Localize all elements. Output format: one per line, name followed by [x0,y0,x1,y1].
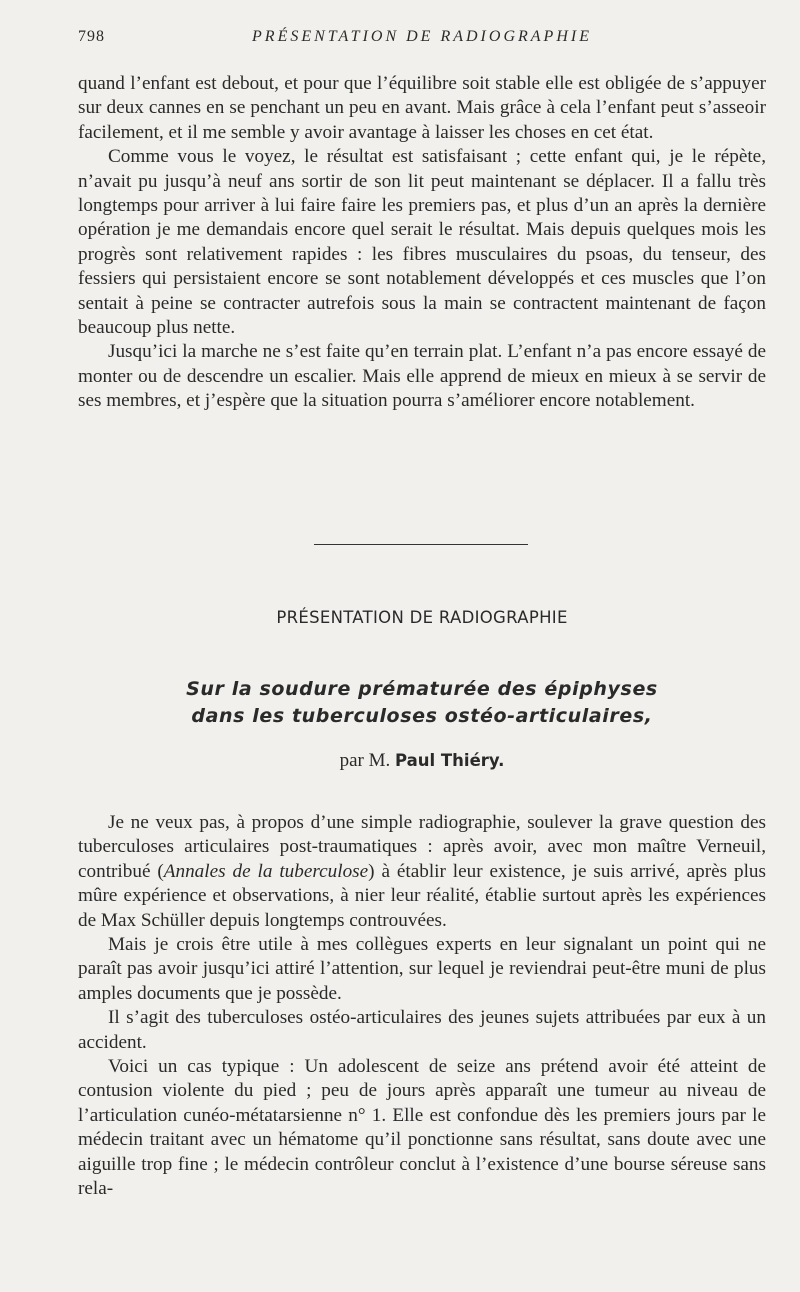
running-title: PRÉSENTATION DE RADIOGRAPHIE [252,28,592,45]
running-header [78,28,766,52]
section-divider [314,544,528,545]
previous-article-text [78,72,766,414]
paragraph: quand l’enfant est debout, et pour que l’équilibre soit stable elle est obligée de s’appuyer sur deux cannes en se penchant un peu en avant. Mais grâce à cela l’enfant peut s’asseoir facilement, et il me semble y avoir avantage à laisser les choses en cet état. [78,73,766,143]
paragraph: Jusqu’ici la marche ne s’est faite qu’en terrain plat. L’enfant n’a pas encore essayé de monter ou de descendre un escalier. Mais elle apprend de mieux en mieux à se servir de ses membres, et j’espère que la situation pourra s’améliorer encore notablement. [78,341,766,412]
journal-citation: Annales de la tuberculose [163,860,369,882]
author-name: Paul Thiéry. [394,751,505,770]
section-heading: PRÉSENTATION DE RADIOGRAPHIE [276,608,568,627]
article-title [78,676,766,730]
article-title-line: Sur la soudure prématurée des épiphyses [186,678,658,700]
text-run: ) à établir leur existence, je suis arrivé, après plus mûre expérience et observations, à nier leur réalité, établie surtout après les expériences de Max Schüller depuis longtemps controuvées. [78,860,766,931]
page-number: 798 [78,28,105,45]
paragraph [78,811,766,933]
text-run: Je ne veux pas, à propos d’une simple radiographie, soulever la grave question des tuberculoses articulaires post-traumatiques : après avoir, avec mon maître Verneuil, contribué ( [78,812,766,882]
byline [78,750,766,772]
article-text [78,811,766,1202]
paragraph: Il s’agit des tuberculoses ostéo-articulaires des jeunes sujets attribuées par eux à un accident. [78,1007,766,1053]
paragraph: Voici un cas typique : Un adolescent de seize ans prétend avoir été atteint de contusion violente du pied ; peu de jours après apparaît une tumeur au niveau de l’articulation cunéo-métatarsienne n° 1. Elle est confondue dès les premiers jours par le médecin traitant avec un hématome qu’il ponctionne sans résultat, sans doute avec une aiguille trop fine ; le médecin contrôleur conclut à l’existence d’une bourse séreuse sans rela- [78,1056,766,1200]
byline-prefix: par M. [339,750,391,771]
article-title-line: dans les tuberculoses ostéo-articulaires, [191,705,653,727]
paragraph: Comme vous le voyez, le résultat est satisfaisant ; cette enfant qui, je le répète, n’avait pu jusqu’à neuf ans sortir de son lit peut maintenant se déplacer. Il a fallu très longtemps pour arriver à lui faire faire les premiers pas, et plus d’un an après la dernière opération je me demandais encore quel serait le résultat. Mais depuis quelques mois les progrès sont relativement rapides : les fibres musculaires du psoas, du tenseur, des fessiers qui persistaient encore se sont notablement développés et ces muscles que l’on sentait à peine se contracter autrefois sous la main se contractent maintenant de façon beaucoup plus nette. [78,146,766,339]
paragraph: Mais je crois être utile à mes collègues experts en leur signalant un point qui ne paraît pas avoir jusqu’ici attiré l’attention, sur lequel je reviendrai peut-être muni de plus amples documents que je possède. [78,934,766,1004]
